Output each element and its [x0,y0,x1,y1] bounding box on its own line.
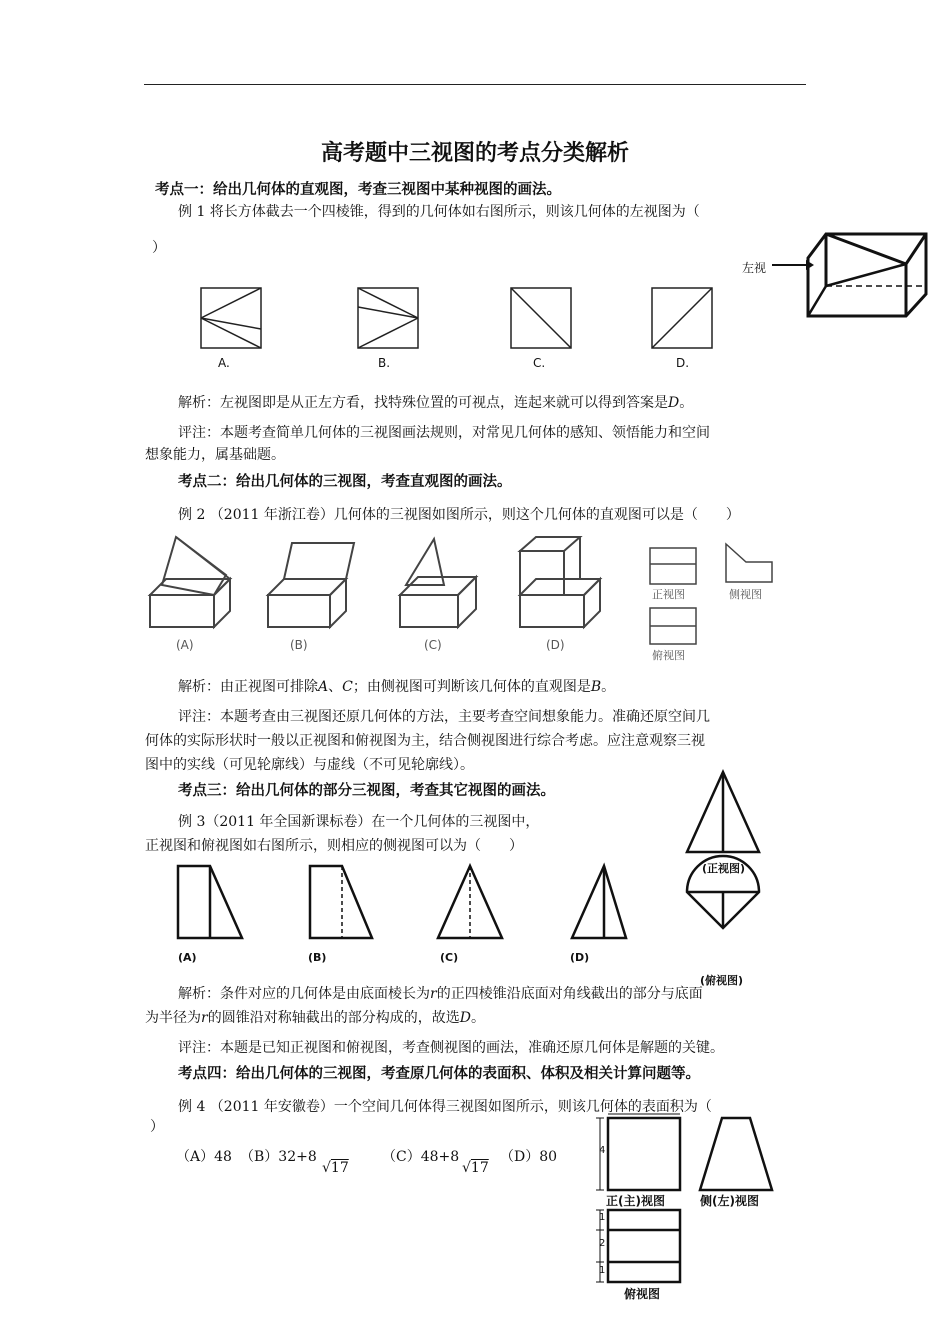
k2-front-view-label: 正视图 [652,588,685,601]
k2-comment-3: 图中的实线（可见轮廓线）与虚线（不可见轮廓线）。 [145,757,474,773]
k2-comment-2: 何体的实际形状时一般以正视图和俯视图为主，结合侧视图进行综合考虑。应注意观察三视 [145,733,705,749]
k1-example-close: ） [152,240,166,256]
k1-option-c-figure [510,287,572,349]
k3-heading: 考点三：给出几何体的部分三视图，考查其它视图的画法。 [178,783,555,799]
left-view-label: 左视 [742,261,767,275]
k1-option-b-figure [357,287,419,349]
k3-option-a: (A) [178,951,197,964]
k2-top-view-label: 俯视图 [652,649,685,662]
k1-option-c: C. [533,356,546,370]
k2-option-d: (D) [546,638,565,652]
k4-heading: 考点四：给出几何体的三视图，考查原几何体的表面积、体积及相关计算问题等。 [178,1066,700,1082]
k4-example-close: ） [150,1119,164,1135]
k1-option-a-figure [200,287,262,349]
k3-options-figures [176,864,626,942]
k3-option-c: (C) [440,951,459,964]
k4-option-d: （D）80 [500,1149,558,1165]
k2-analysis: 解析：由正视图可排除A、C；由侧视图可判断该几何体的直观图是B。 [178,679,616,695]
k2-example: 例 2 （2011 年浙江卷）几何体的三视图如图所示，则这个几何体的直观图可以是（ ） [178,507,740,523]
k2-option-b: (B) [290,638,308,652]
k3-example-1: 例 3（2011 年全国新课标卷）在一个几何体的三视图中， [178,814,540,830]
k1-comment-2: 想象能力，属基础题。 [145,447,285,463]
k1-option-a: A. [218,356,230,370]
k4-side-view [700,1118,772,1190]
k1-option-d: D. [676,356,690,370]
k2-front-view [650,548,696,584]
k1-option-b: B. [378,356,391,370]
k2-side-view-label: 侧视图 [729,588,762,601]
k1-option-d-figure [651,287,713,349]
k3-option-b: (B) [308,951,327,964]
k3-analysis-2: 为半径为r的圆锥沿对称轴截出的部分构成的，故选D。 [145,1010,485,1026]
k3-top-view-label: (俯视图) [700,974,744,987]
page-title: 高考题中三视图的考点分类解析 [320,141,629,166]
k1-analysis: 解析：左视图即是从正左方看，找特殊位置的可视点，连起来就可以得到答案是D。 [178,395,694,411]
k3-given-views [683,768,773,988]
k1-solid-figure [806,228,936,322]
k3-analysis-1: 解析：条件对应的几何体是由底面棱长为r的正四棱锥沿底面对角线截出的部分与底面 [178,986,703,1002]
k4-top-view-label: 俯视图 [624,1287,661,1301]
k2-option-d-figure [520,537,600,627]
k3-option-d: (D) [570,951,590,964]
k4-option-a: （A）48 [176,1149,232,1165]
k3-comment: 评注：本题是已知正视图和俯视图，考查侧视图的画法，准确还原几何体是解题的关键。 [178,1040,724,1056]
k4-front-view [608,1118,680,1190]
k2-option-c: (C) [424,638,442,652]
k4-example: 例 4 （2011 年安徽卷）一个空间几何体得三视图如图所示，则该几何体的表面积为（ [178,1099,712,1115]
k3-front-view-label: (正视图) [702,862,746,875]
k2-heading: 考点二：给出几何体的三视图，考查直观图的画法。 [178,474,512,490]
k4-dim-top-3: 1 [599,1265,606,1276]
k2-options-figures [144,535,644,660]
k1-heading: 考点一：给出几何体的直观图，考查三视图中某种视图的画法。 [155,182,561,198]
k2-option-b-figure [268,543,354,627]
k2-option-a-figure [150,537,230,627]
k2-option-c-figure [400,539,476,627]
k4-front-view-label: 正(主)视图 [606,1194,665,1208]
k4-option-b: （B）32+8 [240,1149,317,1165]
k4-option-c-radical: √17 [462,1160,489,1176]
k1-example: 例 1 将长方体截去一个四棱锥，得到的几何体如右图所示，则该几何体的左视图为（ [178,204,700,220]
top-rule [144,84,806,85]
k3-option-b-figure [310,866,372,938]
k4-dim-top-2: 2 [599,1238,606,1249]
k3-example-2: 正视图和俯视图如右图所示，则相应的侧视图可以为（ ） [145,838,523,854]
k2-option-a: (A) [176,638,194,652]
k4-option-c: （C）48+8 [382,1149,460,1165]
k2-comment-1: 评注：本题考查由三视图还原几何体的方法，主要考查空间想象能力。准确还原空间几 [178,709,710,725]
k4-side-view-label: 侧(左)视图 [700,1194,759,1208]
k4-dim-top-1: 1 [599,1212,606,1223]
k3-option-d-figure [572,866,626,938]
k1-comment-1: 评注：本题考查简单几何体的三视图画法规则，对常见几何体的感知、领悟能力和空间 [178,425,710,441]
k4-option-b-radical: √17 [322,1160,349,1176]
k4-top-view [608,1210,680,1282]
k4-dim-4: 4 [599,1145,606,1156]
k2-side-view [726,544,772,582]
